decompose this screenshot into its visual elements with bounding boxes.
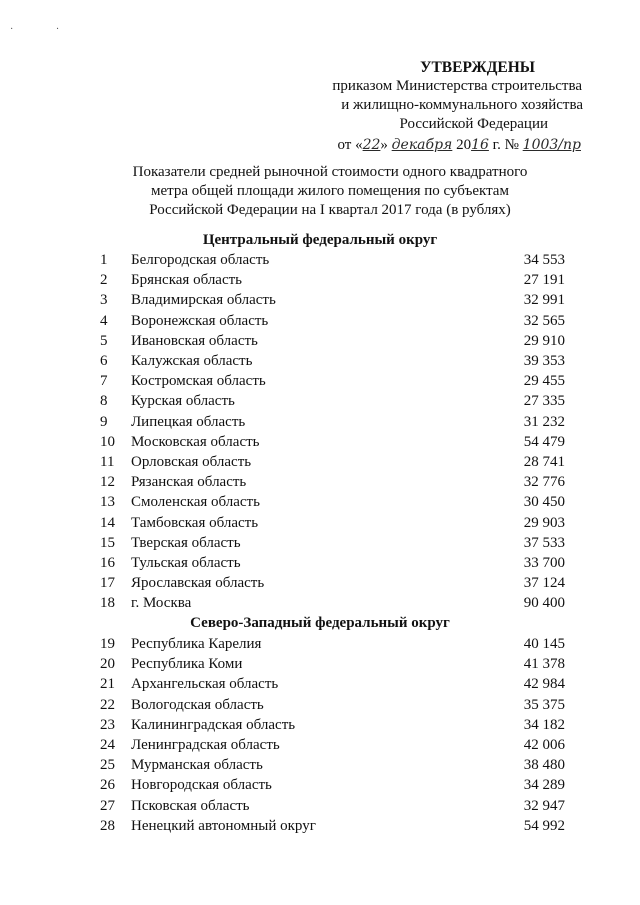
row-number: 12: [100, 474, 115, 491]
row-number: 27: [100, 797, 115, 814]
table-row: [100, 331, 565, 351]
table-row: [100, 432, 565, 452]
price-value: 42 984: [523, 676, 565, 693]
district-heading: Северо-Западный федеральный округ: [190, 615, 450, 631]
table-row: [100, 250, 565, 270]
region-name: Московская область: [131, 433, 260, 450]
table-row: [100, 573, 565, 593]
date-year-prefix: 20: [452, 137, 472, 153]
table-row: [100, 533, 565, 553]
approval-date-line: [253, 136, 581, 155]
table-row: [100, 290, 565, 310]
price-value: 29 903: [523, 514, 565, 531]
row-number: 3: [100, 292, 108, 309]
row-number: 20: [100, 656, 115, 673]
price-value: 32 947: [523, 797, 565, 814]
price-value: 29 455: [523, 373, 565, 390]
approval-heading: УТВЕРЖДЕНЫ: [420, 59, 535, 76]
price-value: 38 480: [523, 757, 565, 774]
price-value: 42 006: [523, 737, 565, 753]
row-number: 2: [100, 272, 108, 289]
table-row: [100, 816, 565, 836]
price-value: 54 992: [523, 817, 565, 834]
table-row: [100, 412, 565, 432]
region-name: Костромская область: [131, 373, 266, 390]
price-value: 33 700: [523, 555, 565, 571]
price-value: 34 289: [523, 777, 565, 794]
approval-block: [253, 58, 583, 155]
price-value: 34 553: [523, 252, 565, 268]
district-heading: Центральный федеральный округ: [202, 232, 438, 248]
price-value: 32 991: [523, 292, 565, 309]
price-value: 34 182: [523, 716, 565, 733]
region-name: Архангельская область: [131, 676, 279, 693]
region-name: Курская область: [131, 393, 235, 410]
row-number: 25: [100, 757, 115, 774]
region-name: Рязанская область: [131, 474, 247, 491]
price-value: 30 450: [523, 494, 565, 511]
date-prefix: от «: [337, 137, 363, 153]
price-value: 39 353: [523, 353, 565, 369]
region-name: Белгородская область: [131, 252, 270, 268]
region-name: Ненецкий автономный округ: [131, 817, 316, 834]
region-name: Тамбовская область: [131, 514, 259, 531]
row-number: 24: [100, 737, 115, 753]
row-number: 5: [100, 332, 108, 349]
region-name: Калужская область: [131, 353, 253, 369]
price-value: 31 232: [523, 413, 565, 430]
table-row: [100, 553, 565, 573]
row-number: 19: [100, 636, 115, 652]
region-name: Республика Карелия: [131, 636, 262, 652]
table-row: [100, 674, 565, 694]
region-name: Тульская область: [131, 555, 241, 571]
table-row: [100, 634, 565, 654]
row-number: 26: [100, 777, 115, 794]
table-row: [100, 796, 565, 816]
row-number: 10: [100, 433, 115, 450]
price-value: 37 533: [523, 534, 565, 551]
table-row: [100, 270, 565, 290]
price-value: 40 145: [523, 636, 565, 652]
region-name: Брянская область: [131, 272, 243, 289]
row-number: 8: [100, 393, 108, 410]
table-row: [100, 715, 565, 735]
region-name: Мурманская область: [131, 757, 263, 774]
table-row: [100, 452, 565, 472]
row-number: 14: [100, 514, 115, 531]
row-number: 17: [100, 575, 115, 592]
table-row: [100, 513, 565, 533]
row-number: 21: [100, 676, 115, 693]
region-name: Владимирская область: [131, 292, 276, 309]
price-value: 32 776: [523, 474, 565, 491]
price-value: 32 565: [523, 312, 565, 329]
row-number: 6: [100, 353, 108, 369]
region-name: Ивановская область: [131, 332, 258, 349]
row-number: 9: [100, 413, 108, 430]
date-mid: »: [380, 137, 392, 153]
region-name: Тверская область: [131, 534, 241, 551]
row-number: 4: [100, 312, 108, 329]
table-row: [100, 472, 565, 492]
table-row: [100, 492, 565, 512]
price-value: 90 400: [523, 595, 565, 612]
region-name: Республика Коми: [131, 656, 243, 673]
title-line-2: метра общей площади жилого помещения по субъектам: [151, 183, 509, 199]
price-value: 29 910: [523, 332, 565, 349]
row-number: 28: [100, 817, 115, 834]
table-row: [100, 775, 565, 795]
region-name: Новгородская область: [131, 777, 272, 794]
price-value: 41 378: [523, 656, 565, 673]
approval-line-3: Российской Федерации: [399, 116, 548, 132]
region-name: Калининградская область: [131, 716, 296, 733]
table-row: [100, 755, 565, 775]
table-row: [100, 351, 565, 371]
table-row: [100, 593, 565, 613]
price-value: 54 479: [523, 433, 565, 450]
region-name: Псковская область: [131, 797, 250, 814]
region-name: Воронежская область: [131, 312, 269, 329]
row-number: 22: [100, 696, 115, 713]
row-number: 13: [100, 494, 115, 511]
table-row: [100, 695, 565, 715]
approval-line-1: приказом Министерства строительства: [332, 78, 582, 94]
row-number: 11: [100, 454, 115, 470]
region-name: Липецкая область: [131, 413, 246, 430]
price-value: 37 124: [523, 575, 565, 592]
table-row: [100, 371, 565, 391]
approval-line-2: и жилищно-коммунального хозяйства: [341, 97, 583, 113]
row-number: 16: [100, 555, 115, 571]
row-number: 15: [100, 534, 115, 551]
title-line-1: Показатели средней рыночной стоимости одного квадратного: [132, 164, 528, 180]
order-number: 1003/пр: [522, 137, 581, 153]
region-name: Ленинградская область: [131, 737, 280, 753]
scan-specks: · ·: [10, 24, 80, 35]
row-number: 7: [100, 373, 108, 390]
region-name: г. Москва: [131, 595, 192, 612]
price-value: 28 741: [523, 454, 565, 470]
table-row: [100, 391, 565, 411]
document-title: [80, 163, 580, 220]
row-number: 1: [100, 252, 108, 268]
date-month: декабря: [391, 137, 453, 153]
table-row: [100, 311, 565, 331]
table-row: [100, 654, 565, 674]
date-year-label: г. №: [488, 137, 523, 153]
date-year-suffix: 16: [471, 137, 489, 153]
region-name: Орловская область: [131, 454, 252, 470]
table-row: [100, 735, 565, 755]
row-number: 23: [100, 716, 115, 733]
price-value: 35 375: [523, 696, 565, 713]
region-name: Смоленская область: [131, 494, 260, 511]
region-name: Ярославская область: [131, 575, 265, 592]
title-line-3: Российской Федерации на I квартал 2017 года (в рублях): [149, 202, 511, 218]
date-day: 22: [362, 137, 381, 153]
price-value: 27 191: [523, 272, 565, 289]
price-value: 27 335: [523, 393, 565, 410]
row-number: 18: [100, 595, 115, 612]
region-name: Вологодская область: [131, 696, 264, 713]
